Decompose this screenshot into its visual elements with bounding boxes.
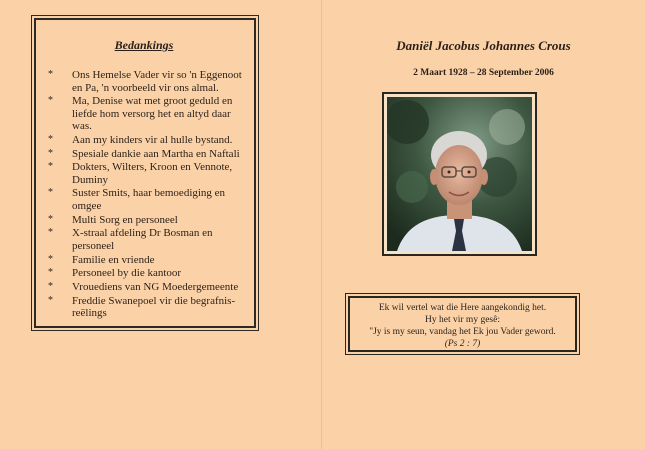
verse-line-3: "Jy is my seun, vandag het Ek jou Vader geword. xyxy=(369,327,556,337)
list-item: * Dokters, Wilters, Kroon en Vennote, Duminy xyxy=(48,161,233,186)
verse-line-2: Hy het vir my gesê: xyxy=(425,315,500,325)
bullet-icon: * xyxy=(48,69,53,80)
list-item: * Ons Hemelse Vader vir so 'n Eggenoot en Pa, 'n voorbeeld vir ons almal. xyxy=(48,69,242,94)
life-dates: 2 Maart 1928 – 28 September 2006 xyxy=(413,68,554,78)
verse-line-1: Ek wil vertel wat die Here aangekondig het. xyxy=(378,303,547,313)
bullet-icon: * xyxy=(48,267,53,279)
bullet-icon: * xyxy=(48,147,53,159)
bullet-icon: * xyxy=(48,280,53,292)
thanks-title: Bedankings xyxy=(114,38,174,52)
bullet-icon: * xyxy=(48,187,53,199)
list-item: * Aan my kinders vir al hulle bystand. xyxy=(48,133,233,146)
list-item: * Familie en vriende xyxy=(48,253,155,266)
bullet-icon: * xyxy=(48,133,53,145)
thanks-list xyxy=(44,69,244,320)
bullet-icon: * xyxy=(48,95,53,107)
list-item: * Spesiale dankie aan Martha en Naftali xyxy=(48,147,240,160)
thanks-frame xyxy=(34,18,256,328)
list-item: * Ma, Denise wat met groot geduld en liefde hom versorg het en altyd daar was. xyxy=(48,95,233,133)
bullet-icon: * xyxy=(48,294,53,306)
deceased-name: Daniël Jacobus Johannes Crous xyxy=(396,38,571,53)
list-item: * X-straal afdeling Dr Bosman en personeel xyxy=(48,227,213,252)
right-page xyxy=(322,0,645,449)
bullet-icon: * xyxy=(48,161,53,173)
list-item: * Freddie Swanepoel vir die begrafnis-reëlings xyxy=(48,294,236,320)
verse-reference: (Ps 2 : 7) xyxy=(444,339,481,349)
verse-frame xyxy=(348,296,577,352)
list-item: * Suster Smits, haar bemoediging en omgee xyxy=(48,187,226,212)
list-item: * Vrouediens van NG Moedergemeente xyxy=(48,280,239,293)
bullet-icon: * xyxy=(48,253,53,265)
list-item: * Multi Sorg en personeel xyxy=(48,213,178,226)
bullet-icon: * xyxy=(48,213,53,225)
portrait-frame xyxy=(382,92,537,256)
portrait-photo xyxy=(387,97,532,251)
list-item: * Personeel by die kantoor xyxy=(48,267,182,280)
bullet-icon: * xyxy=(48,227,53,239)
left-page xyxy=(0,0,322,449)
